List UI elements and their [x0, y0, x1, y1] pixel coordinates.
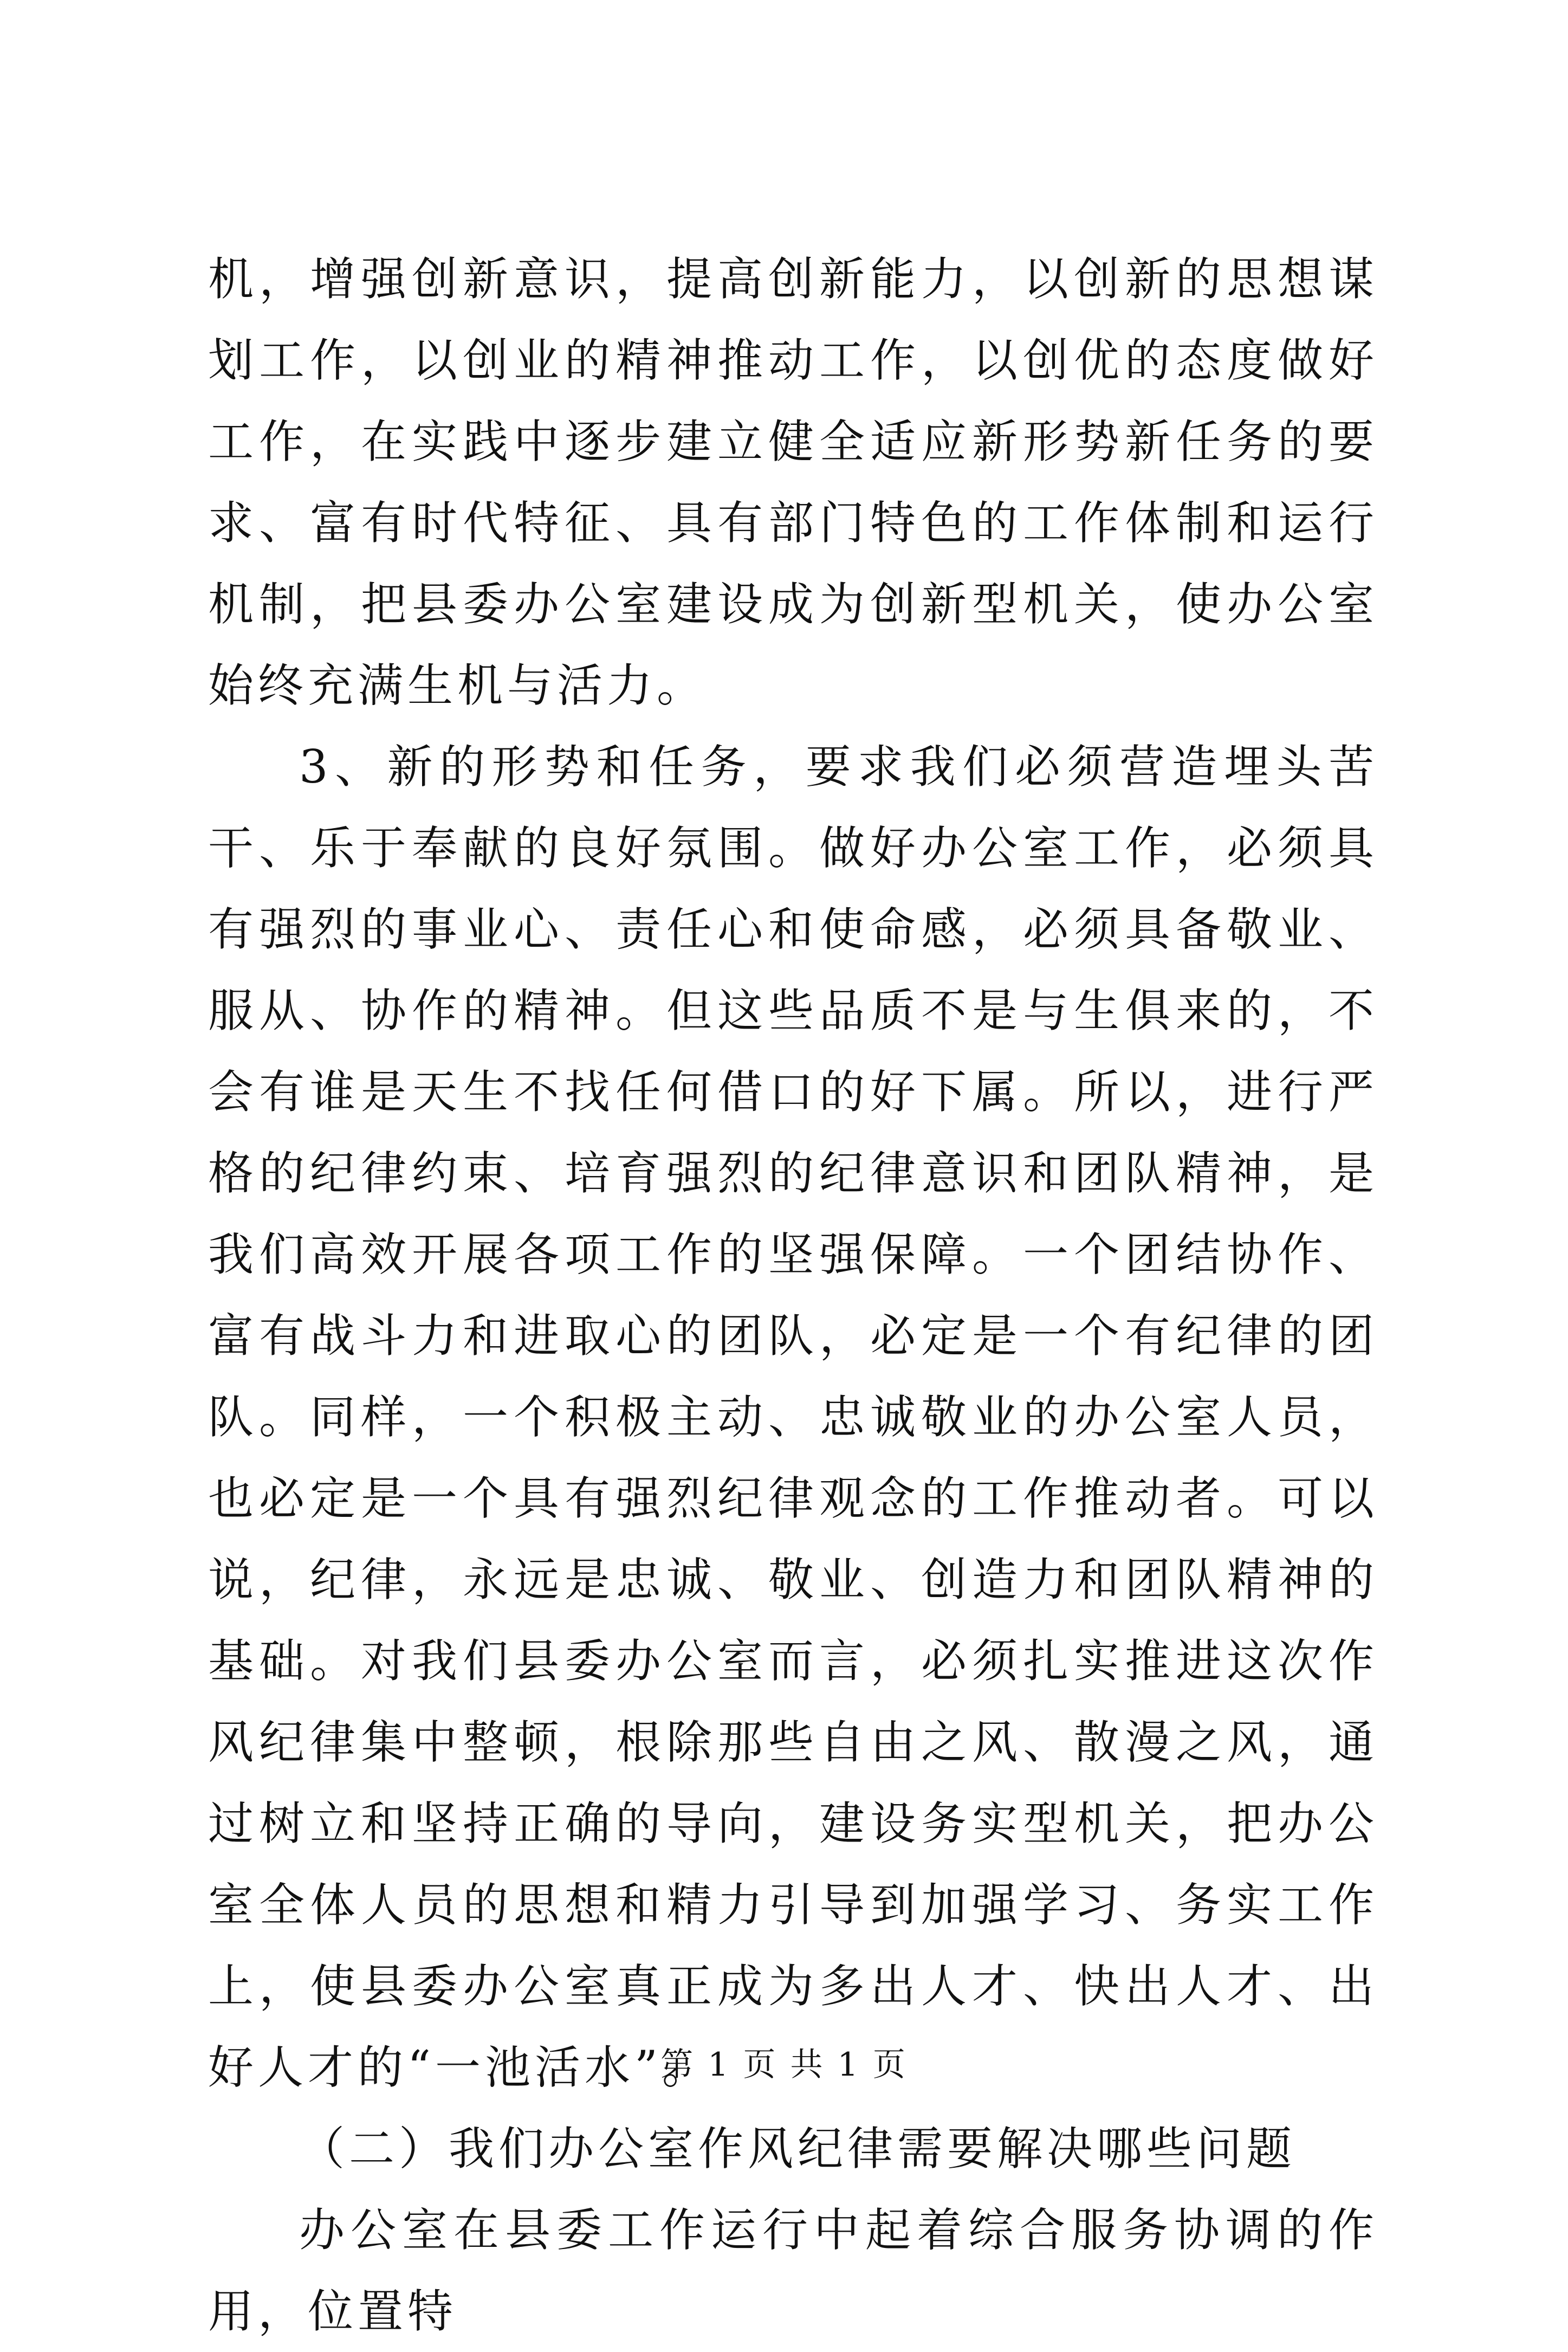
- paragraph-continuation: 机，增强创新意识，提高创新能力，以创新的思想谋划工作，以创业的精神推动工作，以创优的态度做好工作，在实践中逐步建立健全适应新形势新任务的要求、富有时代特征、具有部门特色的工作体制和运行机制，把县委办公室建设成为创新型机关，使办公室始终充满生机与活力。: [208, 253, 1378, 712]
- page-footer: 第 1 页 共 1 页: [660, 2046, 908, 2084]
- paragraph-office-role: 办公室在县委工作运行中起着综合服务协调的作用，位置特: [208, 2204, 1378, 2338]
- document-body: [208, 238, 1378, 2352]
- paragraph-section-3: 3、新的形势和任务，要求我们必须营造埋头苦干、乐于奉献的良好氛围。做好办公室工作，必须具有强烈的事业心、责任心和使命感，必须具备敬业、服从、协作的精神。但这些品质不是与生俱来的，不会有谁是天生不找任何借口的好下属。所以，进行严格的纪律约束、培育强烈的纪律意识和团队精神，是我们高效开展各项工作的坚强保障。一个团结协作、富有战斗力和进取心的团队，必定是一个有纪律的团队。同样，一个积极主动、忠诚敬业的办公室人员，也必定是一个具有强烈纪律观念的工作推动者。可以说，纪律，永远是忠诚、敬业、创造力和团队精神的基础。对我们县委办公室而言，必须扎实推进这次作风纪律集中整顿，根除那些自由之风、散漫之风，通过树立和坚持正确的导向，建设务实型机关，把办公室全体人员的思想和精力引导到加强学习、务实工作上，使县委办公室真正成为多出人才、快出人才、出好人才的“一池活水”。: [208, 740, 1378, 2094]
- section-heading: （二）我们办公室作风纪律需要解决哪些问题: [299, 2122, 1297, 2175]
